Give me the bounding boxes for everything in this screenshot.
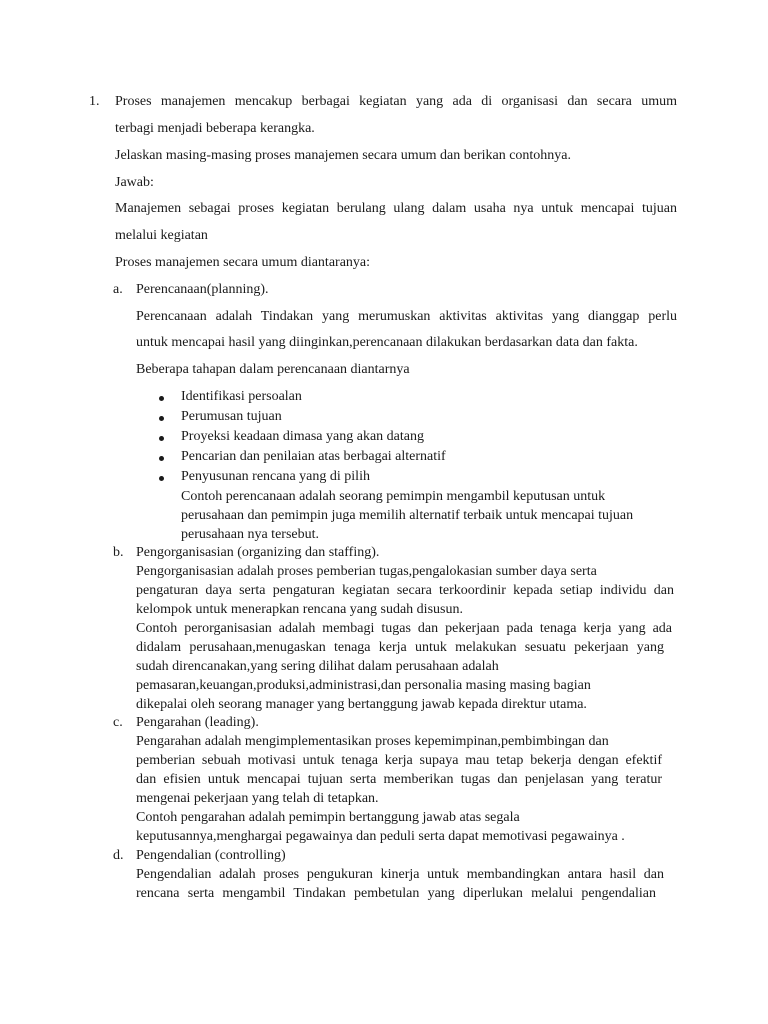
planning-example-line-3: perusahaan nya tersebut. xyxy=(181,527,319,542)
leading-text-line: Contoh pengarahan adalah pemimpin bertanggung jawab atas segala xyxy=(136,810,520,825)
bullet-dot xyxy=(159,416,164,421)
leading-text-line: Pengarahan adalah mengimplementasikan proses kepemimpinan,pembimbingan dan xyxy=(136,734,609,749)
item-marker-b: b. xyxy=(113,545,124,560)
leading-text-line: keputusannya,menghargai pegawainya dan peduli serta dapat memotivasi pegawainya . xyxy=(136,829,625,844)
question-number: 1. xyxy=(89,94,100,109)
organizing-text-line: sudah direncanakan,yang sering dilihat dalam perusahaan adalah xyxy=(136,659,499,674)
organizing-text-line: pemasaran,keuangan,produksi,administrasi,dan personalia masing masing bagian xyxy=(136,678,591,693)
question-instruction: Jelaskan masing-masing proses manajemen secara umum dan berikan contohnya. xyxy=(115,148,572,163)
item-marker-a: a. xyxy=(113,282,123,297)
definition-line-2: melalui kegiatan xyxy=(115,228,208,243)
bullet-dot xyxy=(159,436,164,441)
item-marker-c: c. xyxy=(113,715,123,730)
planning-example-line-2: perusahaan dan pemimpin juga memilih alternatif terbaik untuk mencapai tujuan xyxy=(181,508,634,523)
item-title-planning: Perencanaan(planning). xyxy=(136,282,269,297)
bullet-item: Pencarian dan penilaian atas berbagai alternatif xyxy=(181,449,446,464)
question-text-line-1: Proses manajemen mencakup berbagai kegiatan yang ada di organisasi dan secara umum xyxy=(115,94,677,109)
bullet-item: Identifikasi persoalan xyxy=(181,389,302,404)
answer-label: Jawab: xyxy=(115,175,154,190)
item-title-controlling: Pengendalian (controlling) xyxy=(136,848,286,863)
planning-stages-intro: Beberapa tahapan dalam perencanaan diantarnya xyxy=(136,362,410,377)
planning-example-line-1: Contoh perencanaan adalah seorang pemimpin mengambil keputusan untuk xyxy=(181,489,606,504)
leading-text-line: mengenai pekerjaan yang telah di tetapkan. xyxy=(136,791,379,806)
organizing-text-line: dikepalai oleh seorang manager yang bertanggung jawab kepada direktur utama. xyxy=(136,697,587,712)
organizing-text-line: pengaturan daya serta pengaturan kegiatan secara terkoordinir kepada setiap individu dan xyxy=(136,583,674,598)
organizing-text-line: kelompok untuk menerapkan rencana yang sudah disusun. xyxy=(136,602,463,617)
definition-line-1: Manajemen sebagai proses kegiatan berulang ulang dalam usaha nya untuk mencapai tujuan xyxy=(115,201,677,216)
bullet-dot xyxy=(159,476,164,481)
process-intro: Proses manajemen secara umum diantaranya: xyxy=(115,255,371,270)
leading-text-line: pemberian sebuah motivasi untuk tenaga kerja supaya mau tetap bekerja dengan efektif xyxy=(136,753,662,768)
question-text-line-2: terbagi menjadi beberapa kerangka. xyxy=(115,121,315,136)
planning-definition-line-1: Perencanaan adalah Tindakan yang merumuskan aktivitas aktivitas yang dianggap perlu xyxy=(136,309,677,324)
bullet-item: Proyeksi keadaan dimasa yang akan datang xyxy=(181,429,424,444)
bullet-item: Penyusunan rencana yang di pilih xyxy=(181,469,370,484)
item-marker-d: d. xyxy=(113,848,124,863)
bullet-item: Perumusan tujuan xyxy=(181,409,282,424)
leading-text-line: dan efisien untuk mencapai tujuan serta memberikan tugas dan penjelasan yang teratur xyxy=(136,772,662,787)
controlling-text-line: Pengendalian adalah proses pengukuran kinerja untuk membandingkan antara hasil dan xyxy=(136,867,664,882)
planning-definition-line-2: untuk mencapai hasil yang diinginkan,perencanaan dilakukan berdasarkan data dan fakta. xyxy=(136,335,638,350)
bullet-dot xyxy=(159,456,164,461)
organizing-text-line: didalam perusahaan,menugaskan tenaga kerja untuk melakukan sesuatu pekerjaan yang xyxy=(136,640,664,655)
organizing-text-line: Pengorganisasian adalah proses pemberian tugas,pengalokasian sumber daya serta xyxy=(136,564,597,579)
item-title-organizing: Pengorganisasian (organizing dan staffing). xyxy=(136,545,380,560)
bullet-dot xyxy=(159,396,164,401)
item-title-leading: Pengarahan (leading). xyxy=(136,715,259,730)
controlling-text-line: rencana serta mengambil Tindakan pembetulan yang diperlukan melalui pengendalian xyxy=(136,886,656,901)
organizing-text-line: Contoh perorganisasian adalah membagi tugas dan pekerjaan pada tenaga kerja yang ada xyxy=(136,621,672,636)
